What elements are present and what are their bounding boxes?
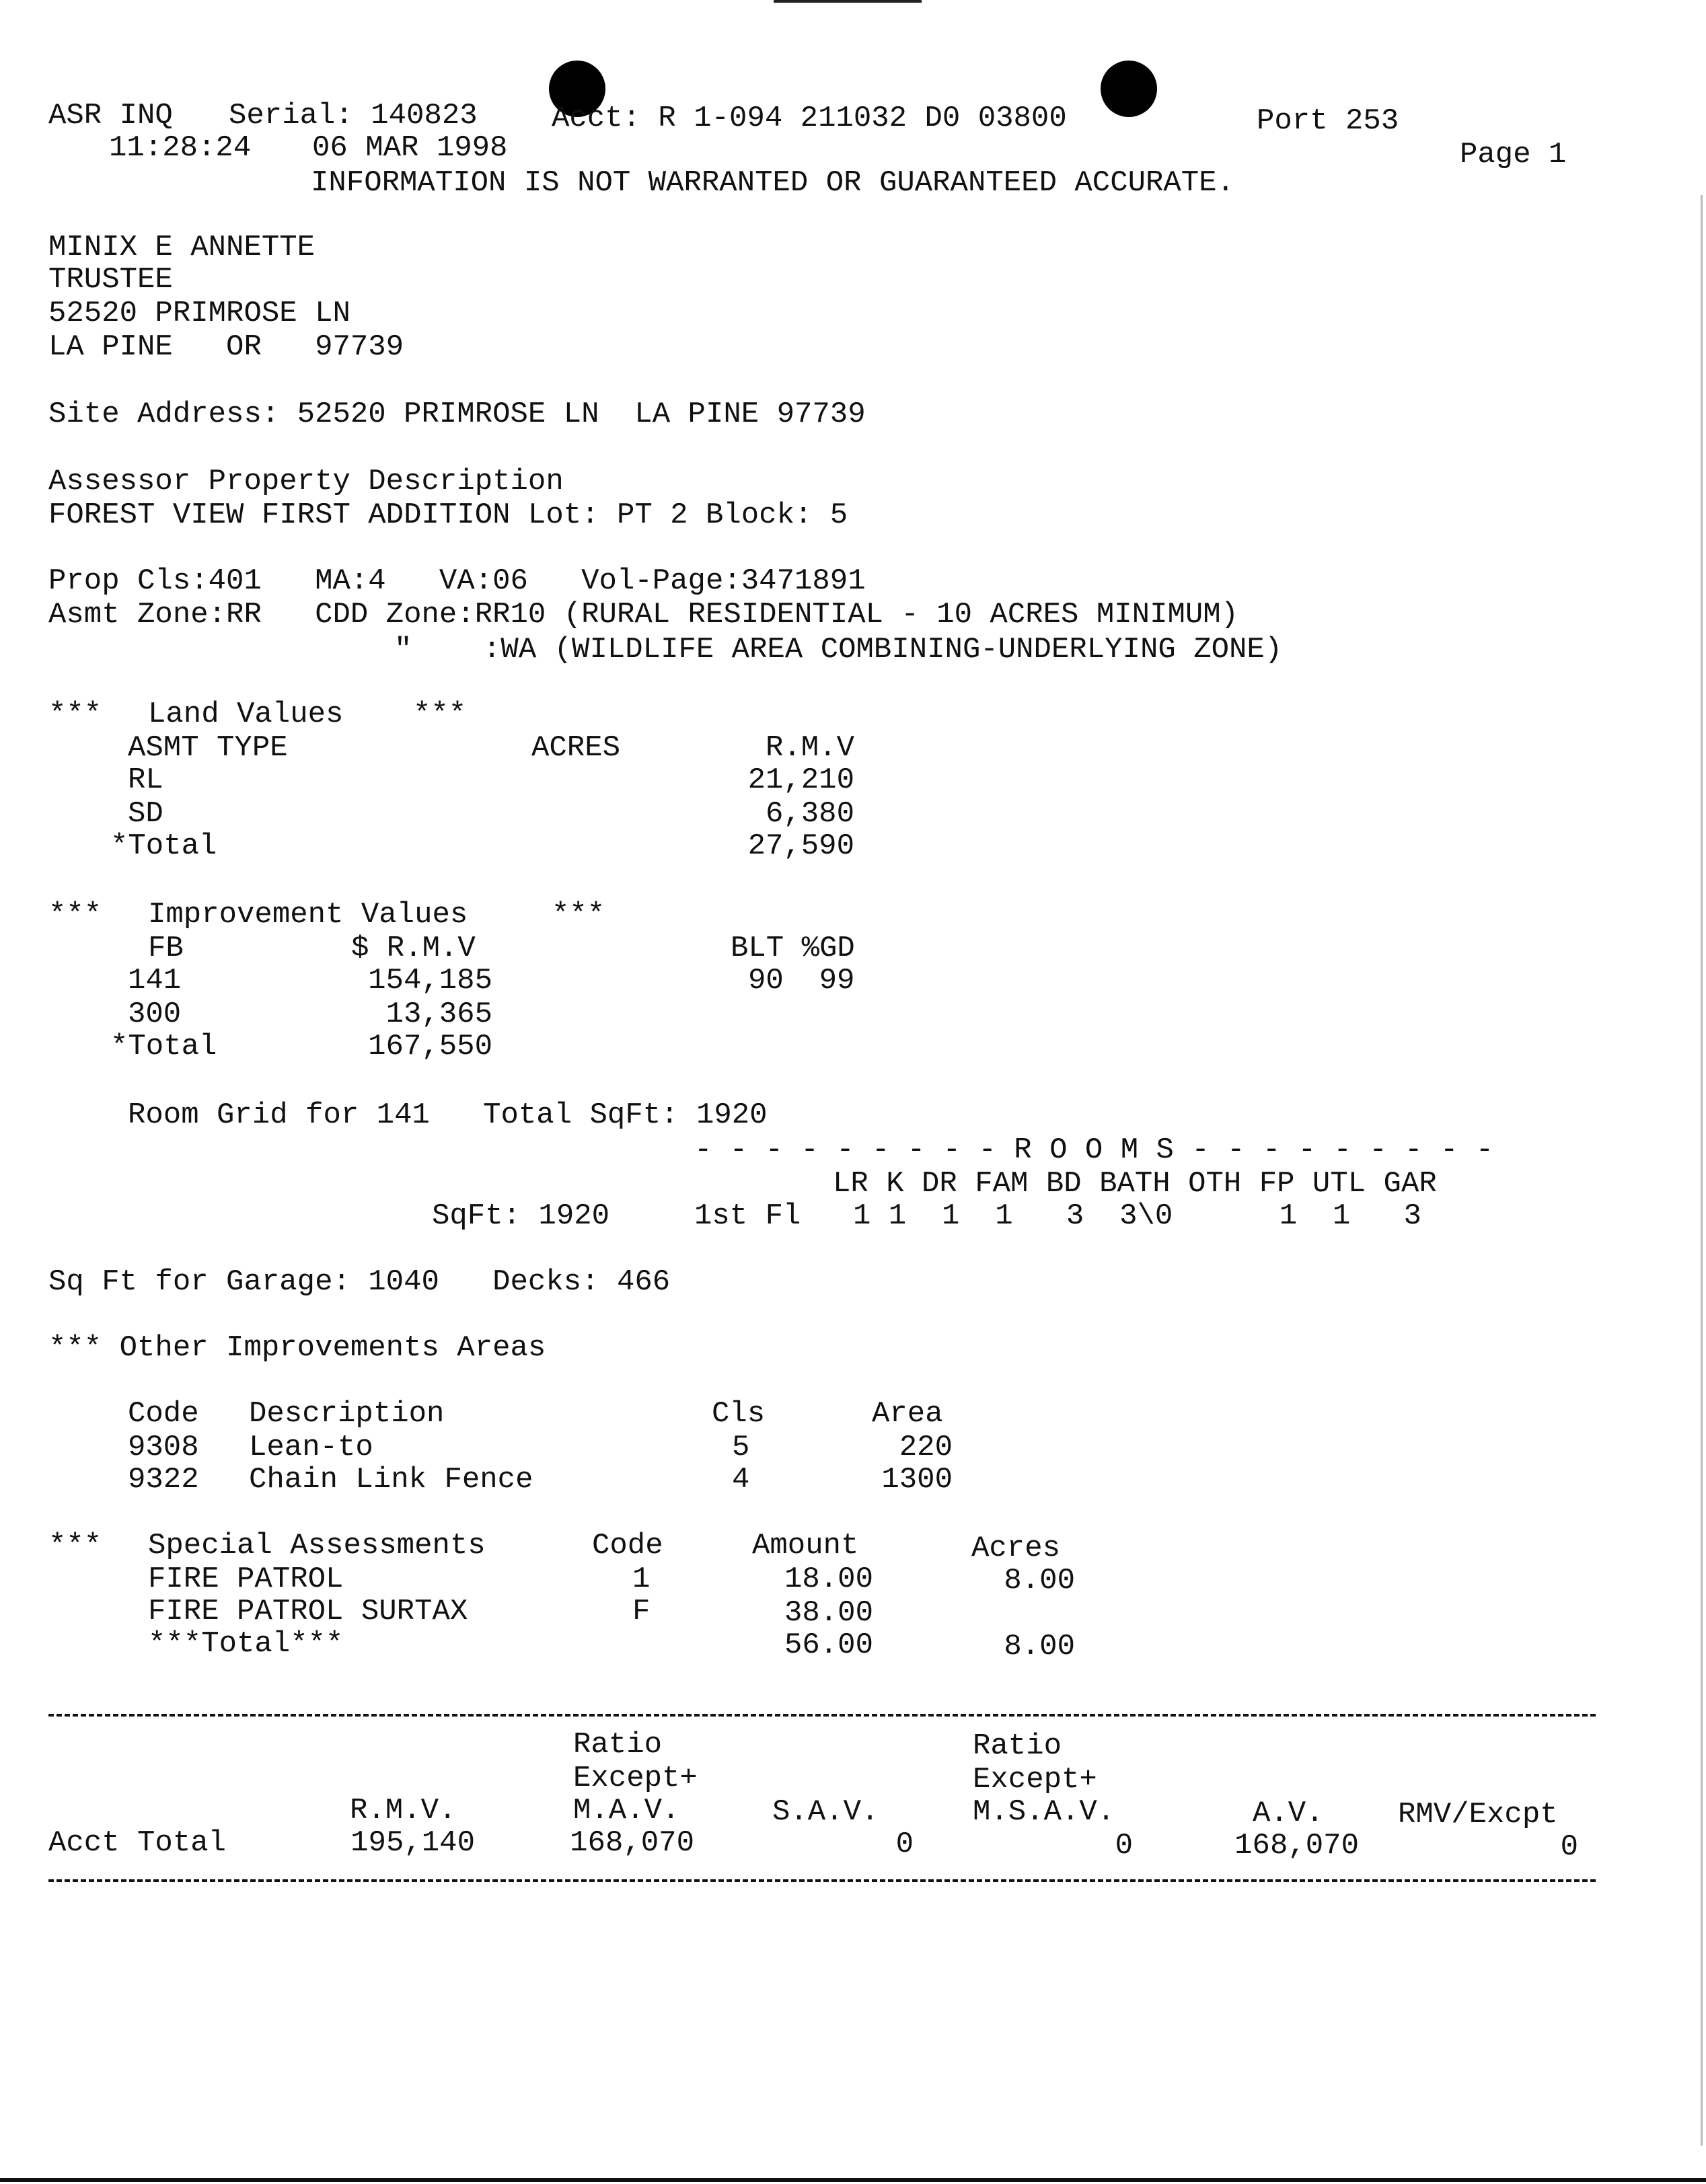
except-label-mav: Except+ [573, 1762, 698, 1795]
report-date: 06 MAR 1998 [312, 131, 508, 165]
disclaimer: INFORMATION IS NOT WARRANTED OR GUARANTEED ACCURATE. [311, 166, 1235, 200]
improvement-stars-right: *** [552, 898, 605, 932]
improvement-col-fb: FB [148, 932, 184, 965]
improvement-total-rmv: 167,550 [368, 1030, 492, 1063]
other-row-area: 1300 [881, 1463, 953, 1497]
separator-line-bottom [48, 1879, 1596, 1882]
acct-total-msav: 0 [1115, 1829, 1133, 1862]
acct-total-label: Acct Total [48, 1826, 227, 1860]
special-heading: Special Assessments [148, 1529, 486, 1562]
improvement-col-blt: BLT %GD [731, 932, 855, 965]
other-improvements-heading: *** Other Improvements Areas [48, 1331, 546, 1365]
improvement-row-rmv: 13,365 [385, 997, 492, 1031]
acct-total-rmv-excpt: 0 [1560, 1830, 1578, 1864]
land-stars-right: *** [413, 698, 467, 731]
other-col-code: Code [128, 1397, 199, 1431]
other-row-description: Chain Link Fence [249, 1463, 533, 1497]
separator-line-top [48, 1714, 1596, 1717]
system-code: ASR INQ [48, 99, 173, 133]
other-row-description: Lean-to [249, 1431, 373, 1464]
header-rmv: R.M.V. [350, 1794, 457, 1828]
special-row-name: FIRE PATROL [148, 1562, 344, 1596]
land-col-acres: ACRES [531, 731, 621, 765]
owner-city: LA PINE OR 97739 [48, 330, 404, 364]
rooms-banner: - - - - - - - - - R O O M S - - - - - - - - - [694, 1133, 1494, 1167]
acct-total-sav: 0 [895, 1828, 914, 1861]
improvement-row-rmv: 154,185 [368, 964, 492, 997]
site-address: Site Address: 52520 PRIMROSE LN LA PINE 97739 [48, 398, 866, 431]
property-description: FOREST VIEW FIRST ADDITION Lot: PT 2 Block: 5 [48, 498, 848, 532]
special-col-acres: Acres [971, 1532, 1061, 1565]
rooms-headers: LR K DR FAM BD BATH OTH FP UTL GAR [833, 1167, 1437, 1201]
page-top-edge [774, 0, 922, 3]
owner-street: 52520 PRIMROSE LN [48, 297, 350, 330]
page-bottom-edge [0, 2178, 1706, 2182]
property-class-line: Prop Cls:401 MA:4 VA:06 Vol-Page:3471891 [48, 564, 866, 598]
improvement-row-blt: 90 99 [748, 964, 855, 997]
improvement-total-label: *Total [110, 1030, 217, 1063]
punch-hole-right [1101, 61, 1157, 117]
other-row-code: 9308 [128, 1431, 199, 1464]
other-row-cls: 5 [732, 1431, 750, 1464]
land-row-type: SD [128, 797, 163, 831]
zone-line-1: Asmt Zone:RR CDD Zone:RR10 (RURAL RESIDENTIAL - 10 ACRES MINIMUM) [48, 598, 1239, 632]
land-stars-left: *** [48, 698, 102, 731]
other-col-description: Description [249, 1397, 445, 1431]
land-col-type: ASMT TYPE [128, 731, 288, 765]
special-row-acres: 8.00 [1004, 1564, 1075, 1597]
ratio-label-mav: Ratio [573, 1728, 663, 1762]
zone-line-2: " :WA (WILDLIFE AREA COMBINING-UNDERLYING ZONE) [394, 633, 1283, 667]
page-number: Page 1 [1460, 138, 1567, 172]
land-row-rmv: 21,210 [747, 763, 854, 797]
land-row-rmv: 6,380 [765, 797, 854, 831]
improvement-stars-left: *** [48, 898, 102, 932]
special-stars: *** [48, 1529, 102, 1562]
port-number: Port 253 [1257, 104, 1399, 138]
special-row-code: F [632, 1595, 651, 1628]
report-time: 11:28:24 [109, 131, 252, 165]
property-heading: Assessor Property Description [48, 465, 564, 498]
improvement-row-fb: 141 [128, 964, 182, 997]
header-rmv-excpt: RMV/Excpt [1398, 1798, 1558, 1832]
other-row-code: 9322 [128, 1463, 199, 1497]
header-mav: M.A.V. [573, 1794, 680, 1828]
improvement-heading: Improvement Values [148, 898, 468, 932]
special-row-amount: 18.00 [784, 1562, 873, 1596]
owner-title: TRUSTEE [48, 263, 173, 297]
acct-total-mav: 168,070 [570, 1826, 694, 1860]
special-row-code: 1 [632, 1562, 651, 1596]
except-label-msav: Except+ [973, 1763, 1097, 1797]
improvement-row-fb: 300 [128, 997, 182, 1031]
land-heading: Land Values [148, 698, 344, 731]
garage-decks-line: Sq Ft for Garage: 1040 Decks: 466 [48, 1265, 671, 1299]
land-total-label: *Total [110, 829, 217, 863]
header-msav: M.S.A.V. [973, 1795, 1115, 1829]
special-total-amount: 56.00 [784, 1628, 873, 1662]
header-av: A.V. [1253, 1797, 1324, 1830]
land-total-rmv: 27,590 [747, 829, 854, 863]
serial-number: Serial: 140823 [229, 99, 478, 133]
owner-name: MINIX E ANNETTE [48, 231, 316, 264]
other-col-area: Area [872, 1397, 943, 1431]
account-number: Acct: R 1-094 211032 D0 03800 [552, 102, 1067, 135]
other-row-cls: 4 [732, 1463, 750, 1497]
special-col-code: Code [592, 1529, 663, 1562]
acct-total-rmv: 195,140 [350, 1826, 475, 1860]
rooms-sqft: SqFt: 1920 [432, 1199, 610, 1233]
land-col-rmv: R.M.V [765, 731, 854, 765]
special-col-amount: Amount [752, 1529, 859, 1562]
special-total-label: ***Total*** [148, 1627, 344, 1661]
page-right-edge [1701, 195, 1703, 2146]
special-row-name: FIRE PATROL SURTAX [148, 1595, 468, 1628]
other-col-cls: Cls [712, 1397, 766, 1431]
rooms-values: 1 1 1 1 3 3\0 1 1 3 [853, 1199, 1421, 1233]
ratio-label-msav: Ratio [973, 1729, 1062, 1763]
land-row-type: RL [128, 763, 163, 797]
other-row-area: 220 [899, 1431, 953, 1464]
improvement-col-rmv: $ R.M.V [351, 932, 476, 965]
acct-total-av: 168,070 [1234, 1829, 1359, 1862]
special-total-acres: 8.00 [1004, 1630, 1075, 1663]
room-grid-label: Room Grid for 141 Total SqFt: 1920 [128, 1098, 768, 1132]
special-row-amount: 38.00 [784, 1596, 873, 1630]
header-sav: S.A.V. [772, 1795, 879, 1829]
rooms-floor: 1st Fl [694, 1199, 801, 1233]
